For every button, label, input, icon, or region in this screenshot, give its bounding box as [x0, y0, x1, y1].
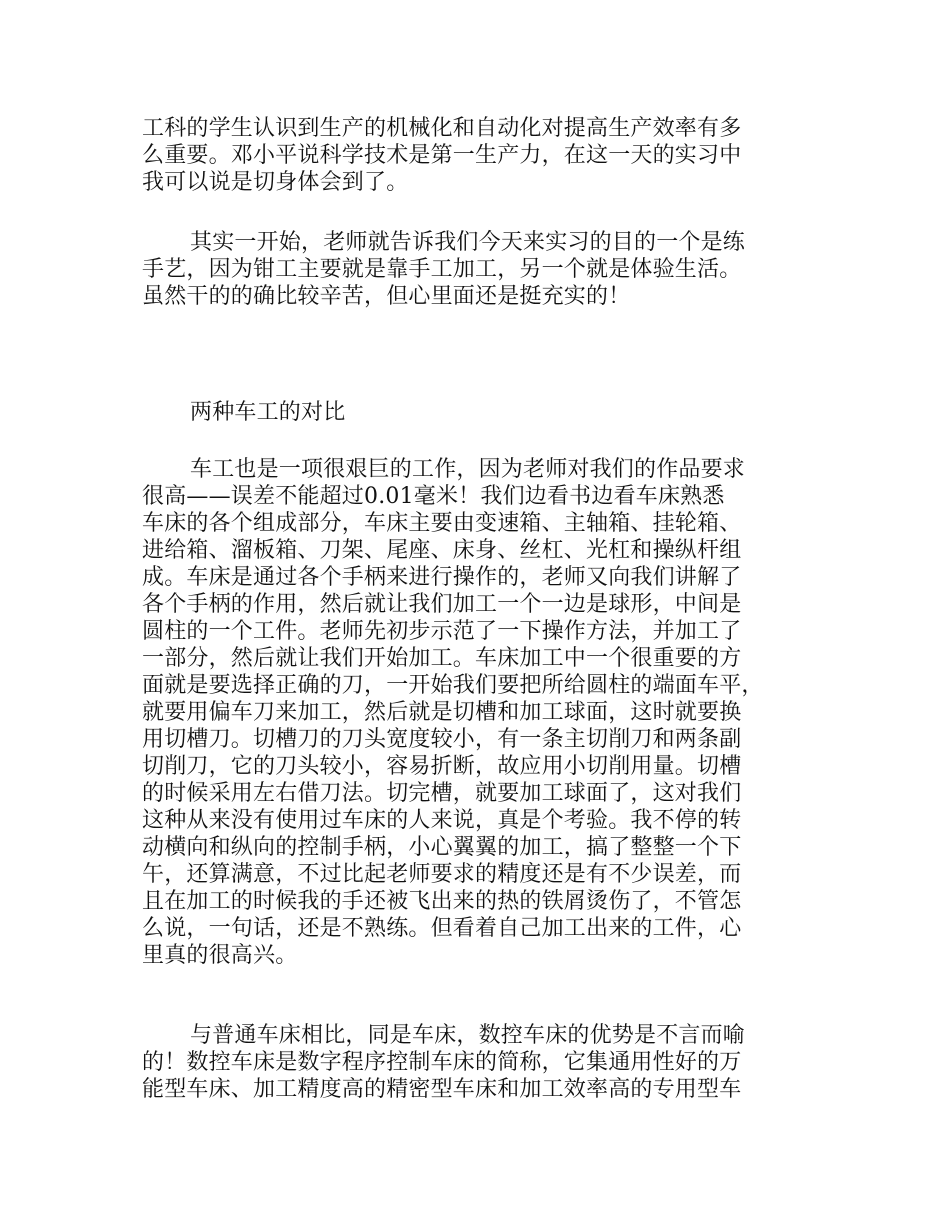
text-line: 用切槽刀。切槽刀的刀头宽度较小，有一条主切削刀和两条副 — [142, 727, 742, 752]
text-line: 切削刀，它的刀头较小，容易折断，故应用小切削用量。切槽 — [142, 754, 742, 779]
text-line: 就要用偏车刀来加工，然后就是切槽和加工球面，这时就要换 — [142, 700, 742, 725]
section-heading-text: 两种车工的对比 — [190, 400, 346, 425]
text-line: 动横向和纵向的控制手柄，小心翼翼的加工，搞了整整一个下 — [142, 835, 742, 860]
text-line: 我可以说是切身体会到了。 — [142, 170, 409, 195]
text-line: 与普通车床相比，同是车床，数控车床的优势是不言而喻 — [190, 1023, 746, 1048]
text-line: 其实一开始，老师就告诉我们今天来实习的目的一个是练 — [190, 230, 746, 255]
text-line: 圆柱的一个工件。老师先初步示范了一下操作方法，并加工了 — [142, 619, 742, 644]
text-line: 成。车床是通过各个手柄来进行操作的，老师又向我们讲解了 — [142, 565, 742, 590]
text-line: 面就是要选择正确的刀，一开始我们要把所给圆柱的端面车平， — [142, 673, 764, 698]
text-line: 午，还算满意，不过比起老师要求的精度还是有不少误差，而 — [142, 862, 742, 887]
section-heading — [142, 399, 832, 426]
text-line: 这种从来没有使用过车床的人来说，真是个考验。我不停的转 — [142, 808, 742, 833]
text-line: 且在加工的时候我的手还被飞出来的热的铁屑烫伤了，不管怎 — [142, 889, 742, 914]
text-line: 么说，一句话，还是不熟练。但看着自己加工出来的工件，心 — [142, 916, 742, 941]
text-line: 很高——误差不能超过0.01毫米！我们边看书边看车床熟悉 — [142, 484, 725, 509]
text-line: 一部分，然后就让我们开始加工。车床加工中一个很重要的方 — [142, 646, 742, 671]
text-line: 车床的各个组成部分，车床主要由变速箱、主轴箱、挂轮箱、 — [142, 511, 742, 536]
text-line: 的时候采用左右借刀法。切完槽，就要加工球面了，这对我们 — [142, 781, 742, 806]
text-line: 虽然干的的确比较辛苦，但心里面还是挺充实的！ — [142, 284, 631, 309]
text-line: 车工也是一项很艰巨的工作，因为老师对我们的作品要求 — [190, 457, 746, 482]
paragraph-practice-purpose — [142, 229, 832, 310]
text-line: 的！数控车床是数字程序控制车床的简称，它集通用性好的万 — [142, 1050, 742, 1075]
paragraph-lathe-work — [142, 456, 832, 969]
text-line: 进给箱、溜板箱、刀架、尾座、床身、丝杠、光杠和操纵杆组 — [142, 538, 742, 563]
paragraph-cnc-comparison — [142, 1022, 832, 1103]
text-line: 各个手柄的作用，然后就让我们加工一个一边是球形，中间是 — [142, 592, 742, 617]
text-line: 工科的学生认识到生产的机械化和自动化对提高生产效率有多 — [142, 116, 742, 141]
text-line: 能型车床、加工精度高的精密型车床和加工效率高的专用型车 — [142, 1077, 742, 1102]
text-line: 么重要。邓小平说科学技术是第一生产力，在这一天的实习中 — [142, 143, 742, 168]
paragraph-intro-continuation — [142, 115, 832, 196]
text-line: 手艺，因为钳工主要就是靠手工加工，另一个就是体验生活。 — [142, 257, 742, 282]
text-line: 里真的很高兴。 — [142, 943, 298, 968]
